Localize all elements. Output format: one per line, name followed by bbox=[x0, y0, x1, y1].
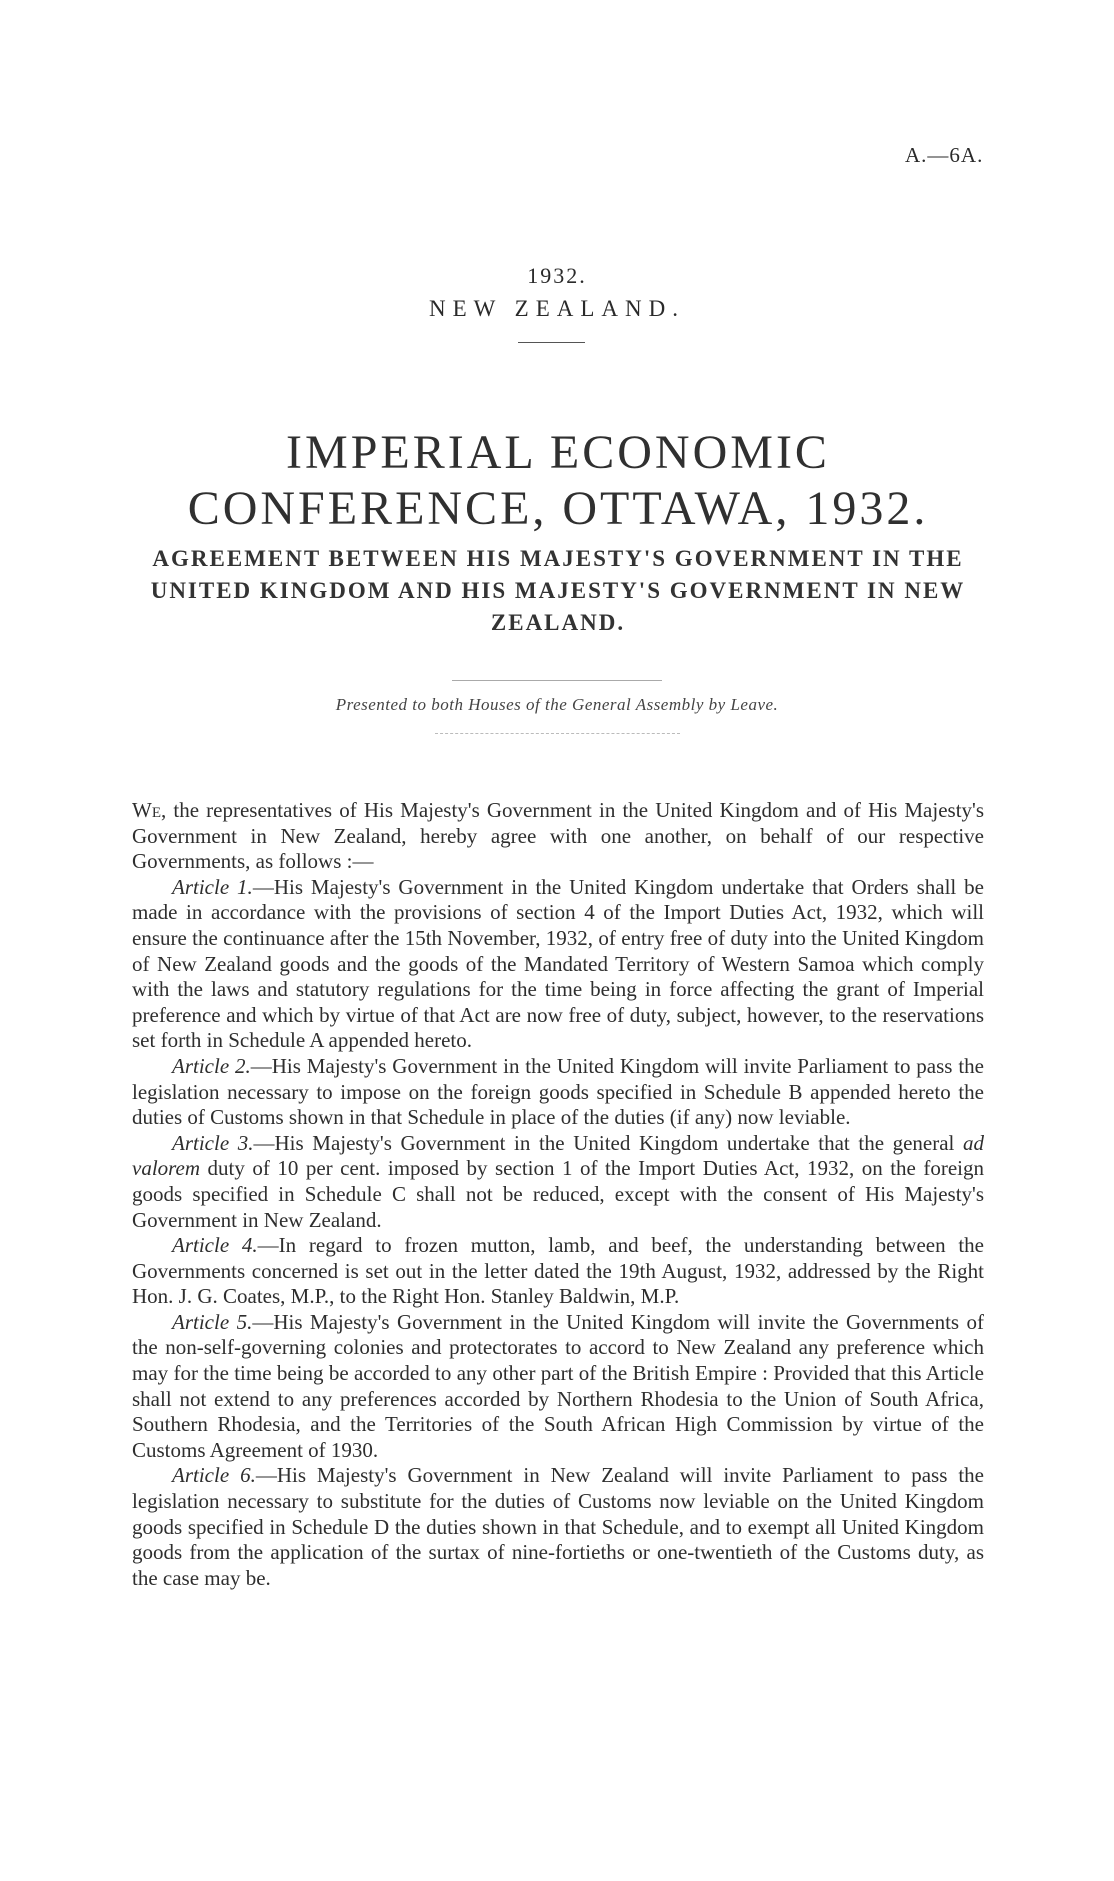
article-2-label: Article 2. bbox=[172, 1053, 251, 1078]
main-title: IMPERIAL ECONOMIC CONFERENCE, OTTAWA, 1932. bbox=[187, 426, 929, 535]
article-1-paragraph bbox=[132, 875, 984, 1054]
year-heading: 1932. bbox=[527, 263, 587, 288]
document-reference: A.—6A. bbox=[905, 143, 984, 167]
divider-rule bbox=[452, 680, 662, 681]
article-3-text-b: duty of 10 per cent. imposed by section 1 of the Import Duties Act, 1932, on the foreign goods specified in Schedule C shall not be reduced, except with the consent of His Majesty's Government in New Zealand. bbox=[132, 1156, 984, 1232]
article-6-text: —His Majesty's Government in New Zealand will invite Parliament to pass the legislation necessary to substitute for the duties of Customs now leviable on the United Kingdom goods specified in Schedule D the duties shown in that Schedule, and to exempt all United Kingdom goods from the application of the surtax of nine-fortieths or one-twentieth of the Customs duty, as the case may be. bbox=[132, 1463, 984, 1590]
intro-paragraph bbox=[132, 798, 984, 875]
article-6-label: Article 6. bbox=[172, 1463, 256, 1488]
subtitle: AGREEMENT BETWEEN HIS MAJESTY'S GOVERNMENT IN THE UNITED KINGDOM AND HIS MAJESTY'S GOVERNMENT IN NEW ZEALAND. bbox=[150, 546, 966, 635]
article-5-text: —His Majesty's Government in the United Kingdom will invite the Governments of the non-self-governing colonies and protectorates to accord to New Zealand any preference which may for the time being be accorded to any other part of the British Empire : Provided that this Article shall not extend to any preferences accorded by Northern Rhodesia to the Union of South Africa, Southern Rhodesia, and the Territories of the South African High Commission by virtue of the Customs Agreement of 1930. bbox=[132, 1309, 984, 1462]
article-5-label: Article 5. bbox=[172, 1309, 253, 1334]
article-5-paragraph bbox=[132, 1310, 984, 1464]
country-heading: NEW ZEALAND. bbox=[428, 296, 686, 321]
presented-note: Presented to both Houses of the General Assembly by Leave. bbox=[335, 695, 779, 714]
article-2-paragraph bbox=[132, 1054, 984, 1131]
intro-text: , the representatives of His Majesty's Government in the United Kingdom and of His Majesty's Government in New Zealand, hereby agree with one another, on behalf of our respective Governments, as follows :— bbox=[132, 798, 984, 874]
agreement-body bbox=[132, 798, 984, 1591]
article-2-text: —His Majesty's Government in the United Kingdom will invite Parliament to pass the legislation necessary to impose on the foreign goods specified in Schedule B appended hereto the duties of Customs shown in that Schedule in place of the duties (if any) now leviable. bbox=[132, 1053, 984, 1130]
article-6-paragraph bbox=[132, 1463, 984, 1591]
article-4-paragraph bbox=[132, 1233, 984, 1310]
article-1-text: —His Majesty's Government in the United Kingdom undertake that Orders shall be made in accordance with the provisions of section 4 of the Import Duties Act, 1932, which will ensure the continuance after the 15th November, 1932, of entry free of duty into the United Kingdom of New Zealand goods and the goods of the Mandated Territory of Western Samoa which comply with the laws and statutory regulations for the time being in force affecting the grant of Imperial preference and which by virtue of that Act are now free of duty, subject, however, to the reservations set forth in Schedule A appended hereto. bbox=[132, 874, 984, 1053]
article-3-italic: ad valorem bbox=[132, 1130, 984, 1181]
article-3-text-a: —His Majesty's Government in the United Kingdom undertake that the general bbox=[253, 1130, 963, 1155]
divider-rule bbox=[435, 733, 680, 734]
divider-rule bbox=[518, 342, 585, 343]
article-3-paragraph bbox=[132, 1131, 984, 1233]
article-3-label: Article 3. bbox=[172, 1130, 254, 1155]
article-1-label: Article 1. bbox=[172, 874, 253, 899]
article-4-text: —In regard to frozen mutton, lamb, and beef, the understanding between the Governments concerned is set out in the letter dated the 19th August, 1932, addressed by the Right Hon. J. G. Coates, M.P., to the Right Hon. Stanley Baldwin, M.P. bbox=[132, 1233, 984, 1309]
intro-lead: We bbox=[132, 798, 161, 822]
article-4-label: Article 4. bbox=[172, 1233, 258, 1258]
